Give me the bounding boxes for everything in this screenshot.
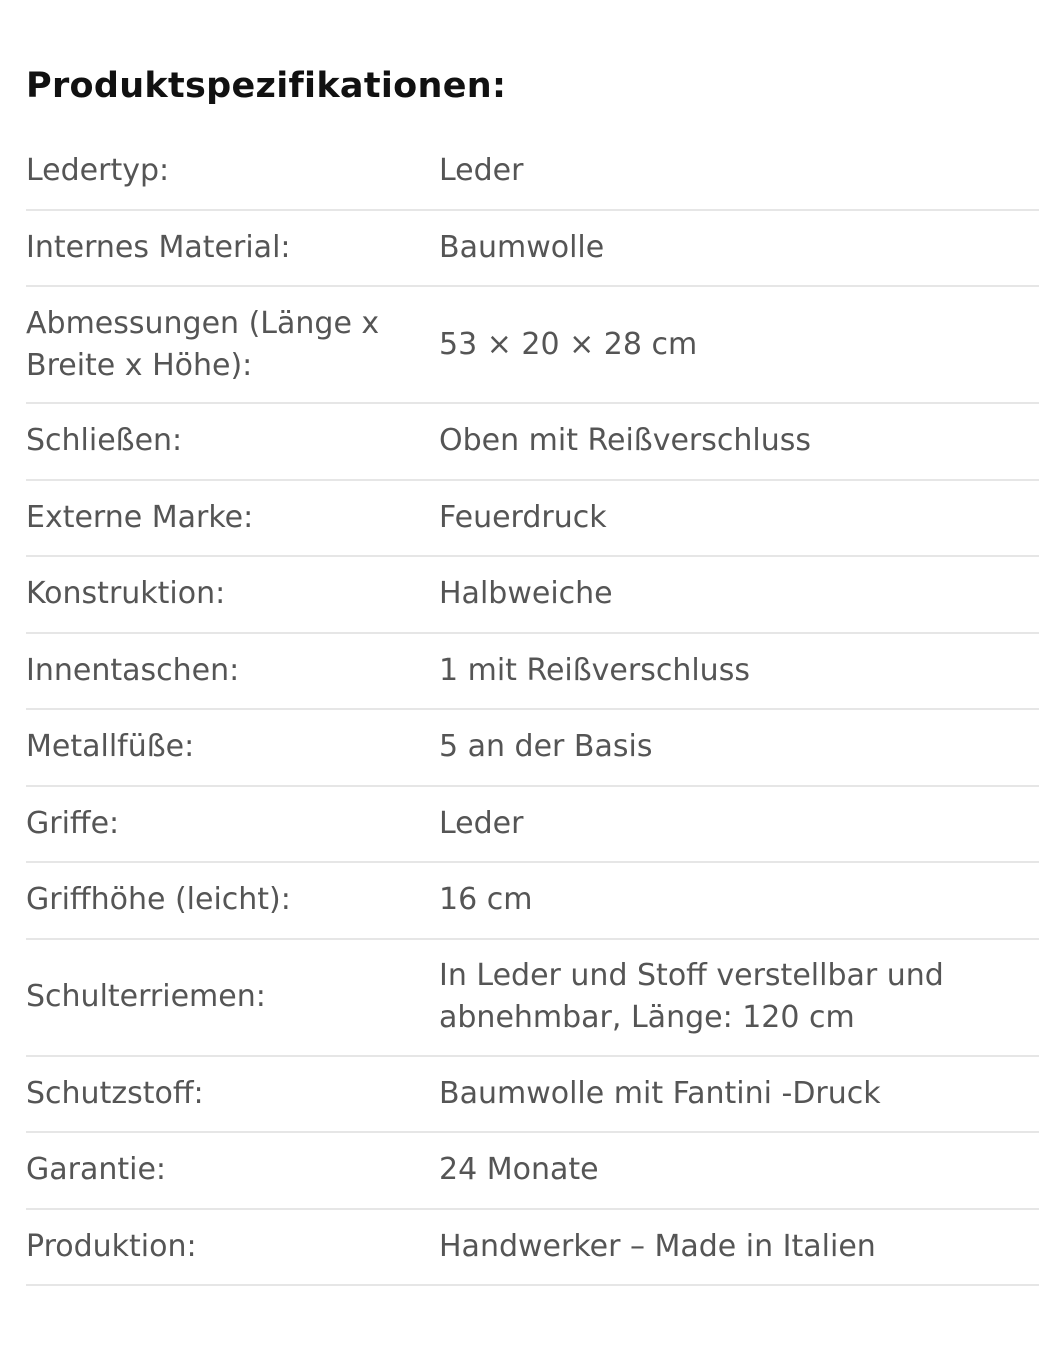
spec-label: Griffhöhe (leicht): <box>26 882 291 918</box>
spec-label: Ledertyp: <box>26 153 170 189</box>
spec-row-schulterriemen <box>26 940 1039 1057</box>
spec-row-griffe <box>26 787 1039 864</box>
spec-label: Internes Material: <box>26 229 291 265</box>
spec-value: Feuerdruck <box>439 499 607 535</box>
spec-value: Halbweiche <box>439 576 613 612</box>
spec-value: Baumwolle mit Fantini -Druck <box>439 1075 881 1111</box>
spec-value: Leder <box>439 805 524 841</box>
spec-value: 16 cm <box>439 882 533 918</box>
spec-value: 53 × 20 × 28 cm <box>439 326 698 362</box>
spec-row-garantie <box>26 1133 1039 1210</box>
spec-table <box>26 134 1039 1286</box>
spec-label: Innentaschen: <box>26 652 240 688</box>
section-heading: Produktspezifikationen: <box>26 66 507 106</box>
spec-row-schutzstoff <box>26 1057 1039 1134</box>
spec-row-produktion <box>26 1210 1039 1287</box>
spec-row-innentaschen <box>26 634 1039 711</box>
spec-label: Schulterriemen: <box>26 979 266 1014</box>
spec-value: Leder <box>439 153 524 189</box>
spec-label: Konstruktion: <box>26 576 226 612</box>
product-spec-section <box>26 0 1039 1286</box>
spec-label: Produktion: <box>26 1228 197 1264</box>
spec-value: 5 an der Basis <box>439 729 653 765</box>
spec-row-metallfuesse <box>26 710 1039 787</box>
spec-row-externe-marke <box>26 481 1039 558</box>
spec-value: Handwerker – Made in Italien <box>439 1228 876 1264</box>
spec-label: Griffe: <box>26 805 120 841</box>
spec-value: 24 Monate <box>439 1152 599 1188</box>
spec-label: Garantie: <box>26 1152 167 1188</box>
spec-value: Baumwolle <box>439 229 605 265</box>
spec-row-schliessen <box>26 404 1039 481</box>
spec-label: Abmessungen (Länge x Breite x Höhe): <box>26 305 380 383</box>
spec-label: Schließen: <box>26 423 183 459</box>
spec-row-abmessungen <box>26 287 1039 404</box>
spec-row-internes-material <box>26 211 1039 288</box>
spec-row-griffhoehe <box>26 863 1039 940</box>
spec-label: Externe Marke: <box>26 499 254 535</box>
spec-label: Schutzstoff: <box>26 1075 204 1111</box>
spec-value: Oben mit Reißverschluss <box>439 423 811 459</box>
spec-label: Metallfüße: <box>26 729 195 765</box>
spec-value: 1 mit Reißverschluss <box>439 652 750 688</box>
spec-row-ledertyp <box>26 134 1039 211</box>
spec-row-konstruktion <box>26 557 1039 634</box>
spec-value: In Leder und Stoff verstellbar und abnehmbar, Länge: 120 cm <box>439 958 944 1035</box>
